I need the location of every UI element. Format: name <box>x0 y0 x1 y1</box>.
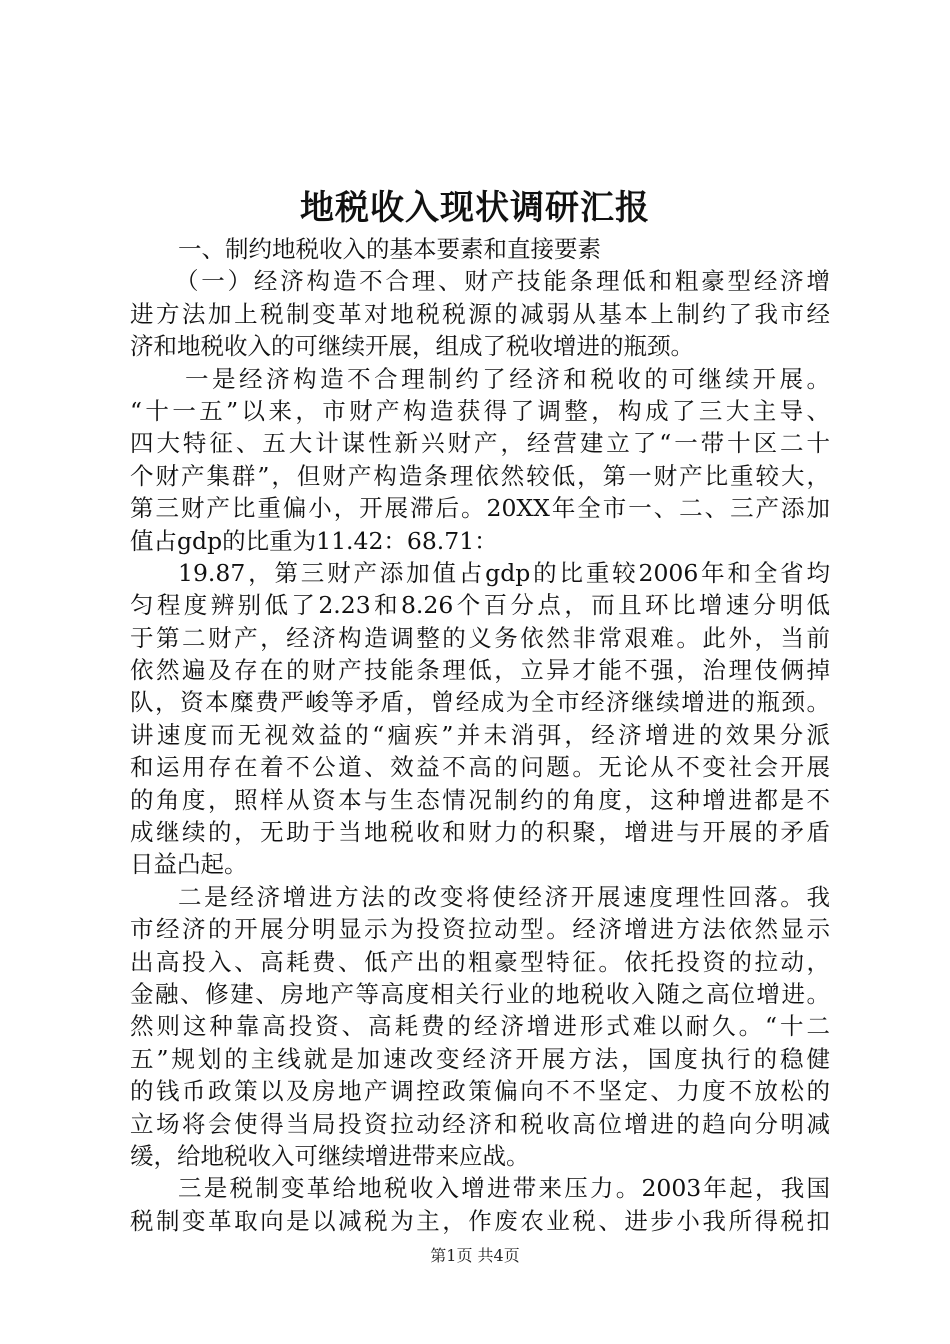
text-line: 和运用存在着不公道、效益不高的问题。无论从不变社会开展 <box>130 753 830 782</box>
text-line: 税制变革取向是以减税为主，作废农业税、进步小我所得税扣 <box>130 1206 830 1235</box>
text-line: 依然遍及存在的财产技能条理低，立异才能不强，治理伎俩掉 <box>130 656 830 685</box>
page-footer: 第1页 共4页 <box>430 1246 520 1265</box>
text-line: 讲速度而无视效益的“痼疾”并未消弭，经济增进的效果分派 <box>130 720 830 749</box>
text-line: 第三财产比重偏小，开展滞后。20XX年全市一、二、三产添加 <box>130 494 830 523</box>
text-line: 的钱币政策以及房地产调控政策偏向不不坚定、力度不放松的 <box>130 1077 830 1106</box>
text-line: 日益凸起。 <box>130 850 248 879</box>
text-line: 然则这种靠高投资、高耗费的经济增进形式难以耐久。“十二 <box>130 1012 830 1041</box>
text-line: 个财产集群”，但财产构造条理依然较低，第一财产比重较大， <box>130 461 830 490</box>
text-line: 值占gdp的比重为11.42：68.71： <box>130 526 498 555</box>
text-line: 19.87，第三财产添加值占gdp的比重较2006年和全省均 <box>178 558 830 587</box>
text-line: 的角度，照样从资本与生态情况制约的角度，这种增进都是不 <box>130 785 830 814</box>
text-line: 金融、修建、房地产等高度相关行业的地税收入随之高位增进。 <box>130 979 830 1008</box>
text-line: 出高投入、高耗费、低产出的粗豪型特征。依托投资的拉动， <box>130 947 830 976</box>
text-line: 队，资本糜费严峻等矛盾，曾经成为全市经济继续增进的瓶颈。 <box>130 688 830 717</box>
text-line: 四大特征、五大计谋性新兴财产，经营建立了“一带十区二十 <box>130 429 830 458</box>
text-line: 成继续的，无助于当地税收和财力的积聚，增进与开展的矛盾 <box>130 818 830 847</box>
text-line: 缓，给地税收入可继续增进带来应战。 <box>130 1141 530 1170</box>
text-line: 匀程度辨别低了2.23和8.26个百分点，而且环比增速分明低 <box>130 591 830 620</box>
text-line: 于第二财产，经济构造调整的义务依然非常艰难。此外，当前 <box>130 623 830 652</box>
text-line: （一）经济构造不合理、财产技能条理低和粗豪型经济增 <box>175 267 830 296</box>
document-body <box>130 233 830 1237</box>
text-line: “十一五”以来，市财产构造获得了调整，构成了三大主导、 <box>130 396 830 425</box>
section-heading: 一、制约地税收入的基本要素和直接要素 <box>178 235 601 263</box>
text-line: 一是经济构造不合理制约了经济和税收的可继续开展。 <box>185 364 830 393</box>
text-line: 三是税制变革给地税收入增进带来压力。2003年起，我国 <box>178 1174 830 1203</box>
text-line: 济和地税收入的可继续开展，组成了税收增进的瓶颈。 <box>130 332 694 361</box>
text-line: 立场将会使得当局投资拉动经济和税收高位增进的趋向分明减 <box>130 1109 830 1138</box>
document-title: 地税收入现状调研汇报 <box>300 188 650 228</box>
text-line: 二是经济增进方法的改变将使经济开展速度理性回落。我 <box>178 882 830 911</box>
text-line: 五”规划的主线就是加速改变经济开展方法，国度执行的稳健 <box>130 1044 830 1073</box>
text-line: 进方法加上税制变革对地税税源的减弱从基本上制约了我市经 <box>130 299 830 328</box>
text-line: 市经济的开展分明显示为投资拉动型。经济增进方法依然显示 <box>130 915 830 944</box>
